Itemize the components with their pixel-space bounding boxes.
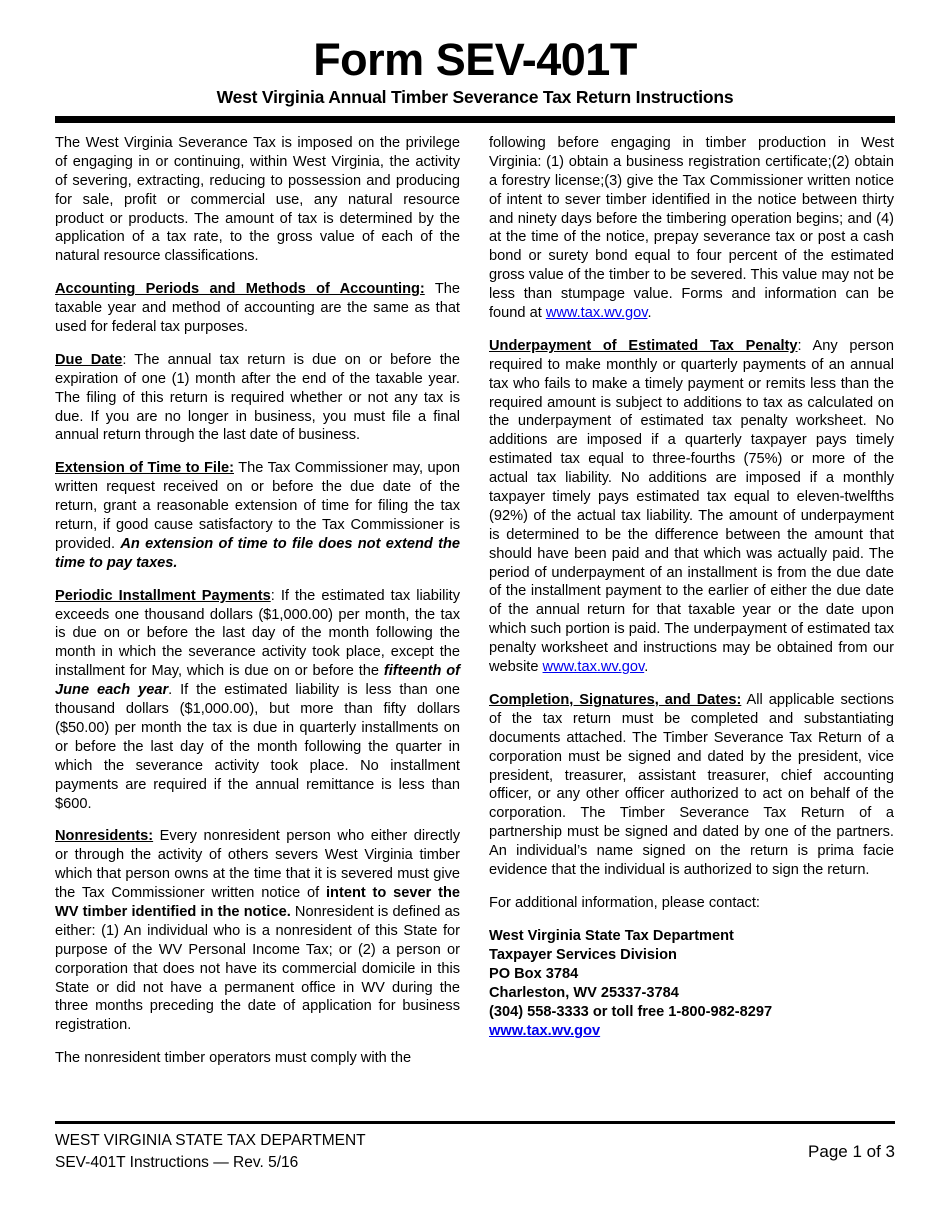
- paragraph-severance-tax-overview: [55, 134, 460, 266]
- page-subtitle: West Virginia Annual Timber Severance Tax Return Instructions: [216, 87, 734, 108]
- section-emphasis-extension-of-time: An extension of time to file does not extend the time to pay taxes.: [55, 535, 460, 571]
- footer-page-number: Page 1 of 3: [808, 1142, 895, 1161]
- paragraph-text: The nonresident timber operators must comply with the: [55, 1050, 412, 1067]
- contact-department: West Virginia State Tax Department: [489, 927, 734, 944]
- document-header: [55, 36, 895, 108]
- footer-revision: SEV-401T Instructions — Rev. 5/16: [55, 1154, 299, 1172]
- contact-phone: (304) 558-3333 or toll free 1-800-982-8297: [489, 1004, 773, 1021]
- section-emphasis-nonresidents: intent to sever the WV timber identified in the notice.: [55, 885, 460, 920]
- page-title: Form SEV-401T: [313, 34, 637, 85]
- left-column: [55, 134, 460, 1068]
- section-body-nonresidents-b: Nonresident is defined as either: (1) An individual who is a nonresident of this State for purpose of the WV Personal Income Tax; or (2) a person or corporation that does not have its commercial domicile in this State or did not have a permanent office in WV during the three months preceding the date of application for business registration.: [55, 903, 460, 1034]
- document-footer: [55, 1130, 895, 1175]
- body-columns: [55, 134, 895, 1068]
- section-periodic-installment-payments: [55, 587, 460, 814]
- section-completion-signatures-dates: [489, 691, 894, 880]
- section-body-periodic-installments-b: . If the estimated liability is less than one thousand dollars ($1,000.00), but more than fifty dollars ($50.00) per month the tax is due in quarterly installments on or before the last day of the month following the quarter in which the severance activity took place. No installment payments are required if the annual remittance is less than $600.: [55, 682, 461, 812]
- section-heading-nonresidents: Nonresidents:: [55, 828, 154, 845]
- section-body-nonresidents-a: Every nonresident person who either directly or through the activity of others severs West Virginia timber which that person owns at the time that it is severed must give the Tax Commissioner written notice of: [55, 828, 460, 902]
- footer-department: WEST VIRGINIA STATE TAX DEPARTMENT: [55, 1132, 366, 1149]
- contact-po-box: PO Box 3784: [489, 965, 579, 982]
- contact-block: [489, 927, 894, 1042]
- section-body-underpayment-penalty-b: .: [644, 659, 649, 676]
- section-nonresidents: [55, 827, 460, 1035]
- footer-left-block: [55, 1130, 366, 1175]
- section-heading-completion-signatures: Completion, Signatures, and Dates:: [489, 691, 742, 708]
- section-body-periodic-installments-a: : If the estimated tax liability exceeds one thousand dollars ($1,000.00) per month, the tax is due on or before the last day of the month following the month in which the severance activity took place, except the installment for May, which is due on or before the: [55, 587, 460, 680]
- section-emphasis-periodic-installments: fifteenth of June each year: [55, 663, 460, 699]
- section-heading-periodic-installments: Periodic Installment Payments: [55, 587, 271, 604]
- contact-division: Taxpayer Services Division: [489, 946, 677, 963]
- paragraph-text-end: .: [647, 305, 652, 322]
- paragraph-timber-production-requirements: [489, 134, 894, 323]
- paragraph-text: The West Virginia Severance Tax is imposed on the privilege of engaging in or continuing, within West Virginia, the activity of severing, extracting, reducing to possession and producing for sale, profit or commercial use, any natural resource product or products. The amount of tax is determined by the application of a tax rate, to the gross value of each of the natural resource classifications.: [55, 135, 460, 265]
- section-body-completion-signatures: All applicable sections of the tax return must be completed and substantiating documents attached. The Timber Severance Tax Return of a corporation must be signed and dated by the president, vice president, treasurer, assistant treasurer, chief accounting officer, or any other officer authorized to act on behalf of the corporation. The Timber Severance Tax Return of a partnership must be signed and dated by one of the partners. An individual’s name signed on the return is prima facie evidence that the individual is authorized to sign the return.: [489, 691, 894, 878]
- section-heading-underpayment-penalty: Underpayment of Estimated Tax Penalty: [489, 337, 798, 354]
- footer-divider: [55, 1121, 895, 1124]
- section-heading-due-date: Due Date: [55, 351, 123, 368]
- section-extension-of-time: [55, 459, 460, 572]
- contact-intro-text: For additional information, please contact:: [489, 894, 760, 911]
- paragraph-text: following before engaging in timber production in West Virginia: (1) obtain a business registration certificate;(2) obtain a forestry license;(3) give the Tax Commissioner written notice of intent to sever timber identified in the notice between thirty and ninety days before the timbering operation begins; and (4) at the time of the notice, prepay severance tax or post a cash bond or surety bond equal to four percent of the estimated gross value of the timber to be severed. This value may not be less than stumpage value. Forms and information can be found at: [489, 135, 894, 322]
- paragraph-nonresident-operators-continued: [55, 1049, 460, 1068]
- section-heading-accounting-periods: Accounting Periods and Methods of Accounting:: [55, 281, 425, 298]
- link-tax-wv-gov-contact[interactable]: www.tax.wv.gov: [489, 1023, 601, 1040]
- section-heading-extension-of-time: Extension of Time to File:: [55, 460, 234, 477]
- contact-city-state-zip: Charleston, WV 25337-3784: [489, 985, 679, 1002]
- section-underpayment-penalty: [489, 337, 894, 677]
- section-body-accounting-periods: The taxable year and method of accounting are the same as that used for federal tax purposes.: [55, 281, 460, 336]
- link-tax-wv-gov-penalty[interactable]: www.tax.wv.gov: [542, 659, 645, 676]
- section-body-extension-of-time: The Tax Commissioner may, upon written request received on or before the due date of the return, grant a reasonable extension of time for filing the tax return, if good cause satisfactory to the Tax Commissioner is provided.: [55, 460, 460, 552]
- header-divider: [55, 116, 895, 123]
- section-accounting-periods: [55, 280, 460, 337]
- section-body-underpayment-penalty-a: : Any person required to make monthly or quarterly payments of an annual tax who fails to make a timely payment or remits less than the required amount is subject to additions to tax as calculated on the underpayment of estimated tax penalty worksheet. No additions are imposed if a quarterly taxpayer pays timely estimated tax equal to three-fourths (75%) or more of the actual tax liability. No additions are imposed if a monthly taxpayer timely pays estimated tax equal to eleven-twelfths (92%) of the actual tax liability. The amount of underpayment is determined to be the difference between the amount that should have been paid and that which was actually paid. The period of underpayment of an installment is from the due date of the installment payment to the earlier of either the due date of the annual return for that taxable year or the date upon which such portion is paid. The underpayment of estimated tax penalty worksheet and instructions may be obtained from our website: [489, 337, 894, 676]
- section-due-date: [55, 351, 460, 445]
- section-body-due-date: : The annual tax return is due on or before the expiration of one (1) month after the end of the taxable year. The filing of this return is required whether or not any tax is due. If you are no longer in business, you must file a final annual return through the last date of business.: [55, 351, 460, 444]
- link-tax-wv-gov-requirements[interactable]: www.tax.wv.gov: [545, 305, 648, 322]
- right-column: [489, 134, 894, 1068]
